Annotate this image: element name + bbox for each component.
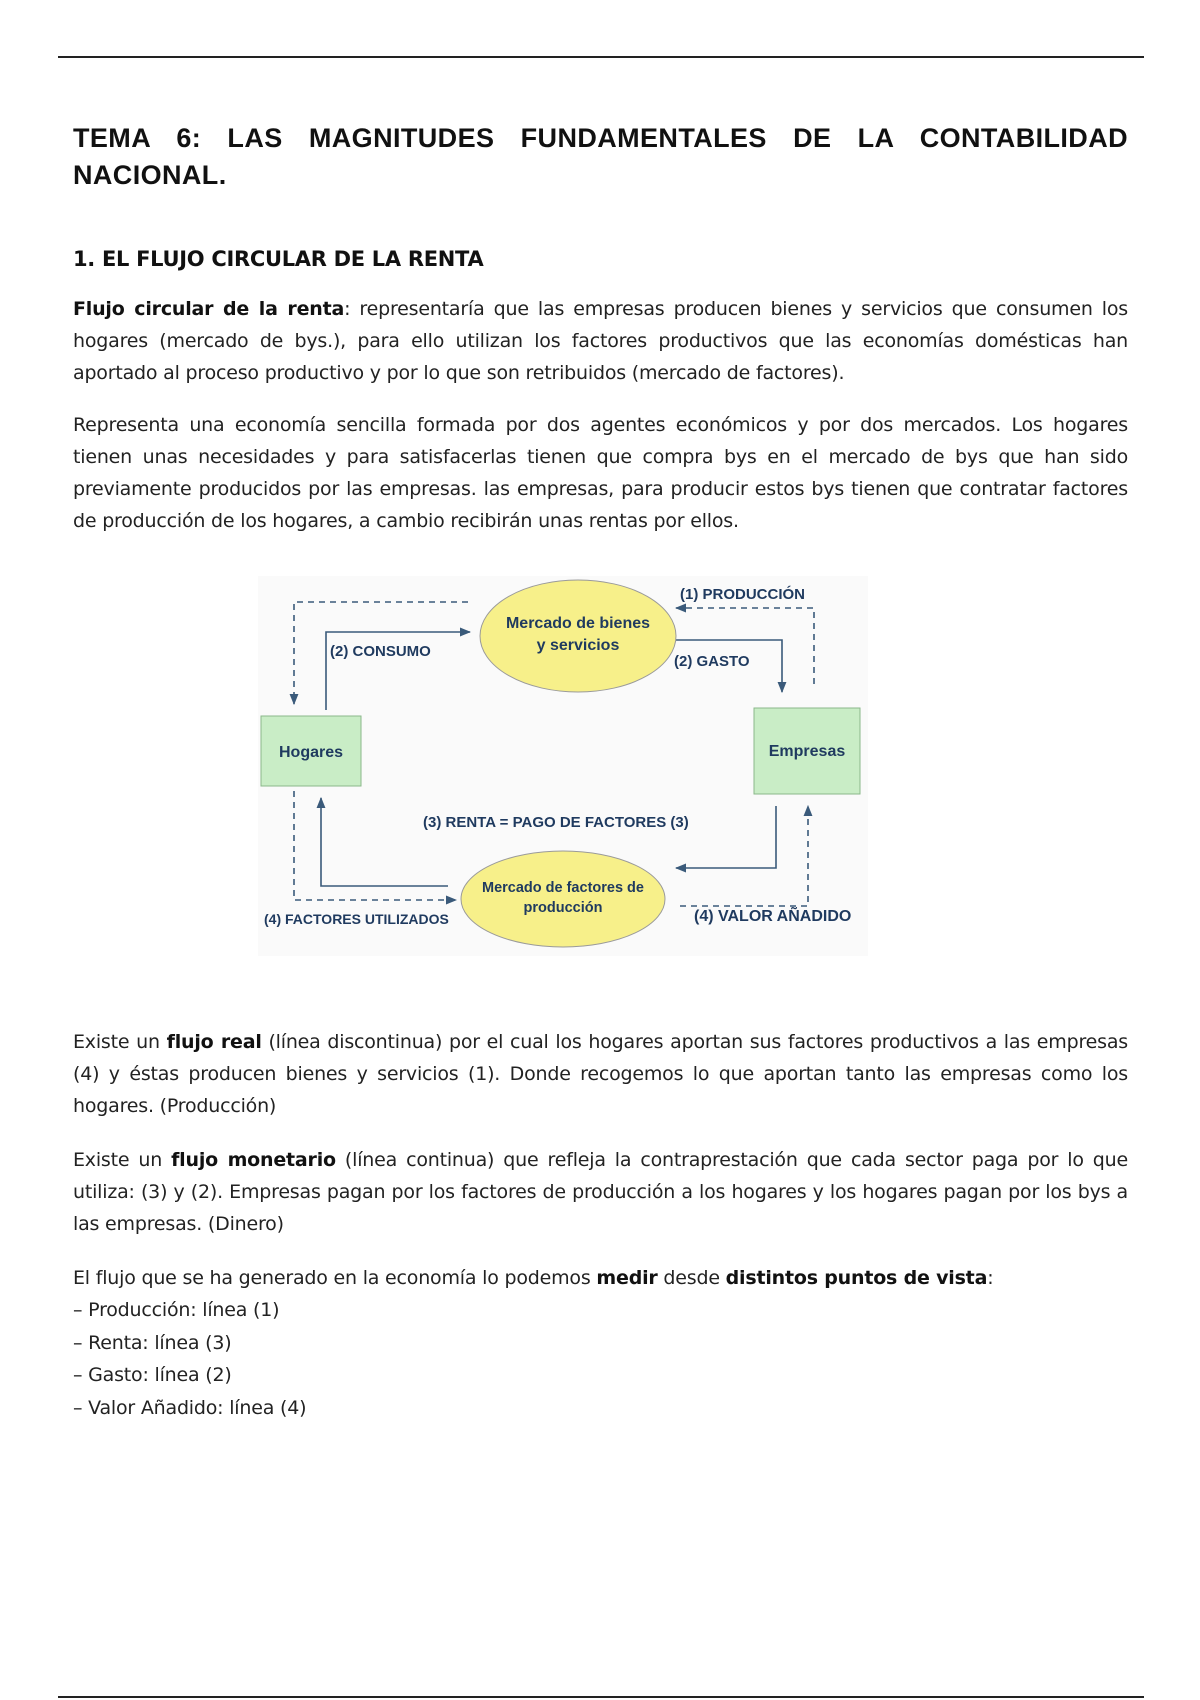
bold-term: flujo monetario [171, 1149, 336, 1171]
list-item: – Renta: línea (3) [73, 1331, 232, 1354]
goods-market-label: y servicios [536, 637, 620, 654]
paragraph-text: (línea continua) que refleja la contraprestación que cada sector paga por lo que utiliza: (3) y (2). Empresas pagan por los factores de producción a los hogares y los hogares pagan por los bys a las empresas. (Dinero) [73, 1149, 1128, 1235]
circular-flow-diagram [258, 576, 868, 956]
bold-term: medir [596, 1267, 658, 1289]
paragraph-text: : representaría que las empresas producen bienes y servicios que consumen los hogares (mercado de bys.), para ello utilizan los factores productivos que las economías domésticas han aportado al proceso productivo y por lo que son retribuidos (mercado de factores). [73, 298, 1128, 384]
value-added-label: (4) VALOR AÑADIDO [694, 908, 852, 925]
paragraph-measure [73, 1262, 1128, 1294]
paragraph-monetary-flow [73, 1144, 1128, 1240]
consumption-label: (2) CONSUMO [330, 643, 431, 660]
paragraph-economy: Representa una economía sencilla formada por dos agentes económicos y por dos mercados. Los hogares tienen unas necesidades y para satisfacerlas tienen que compra bys en el mercado de bys que han sido previamente producidos por las empresas. las empresas, para producir estos bys tienen que contratar factores de producción de los hogares, a cambio recibirán unas rentas por ellos. [73, 414, 1128, 532]
goods-market-ellipse [480, 580, 676, 692]
paragraph-text: : [987, 1267, 994, 1289]
firms-label: Empresas [768, 743, 846, 760]
factors-market-label: producción [523, 900, 603, 916]
income-label: (3) RENTA = PAGO DE FACTORES (3) [423, 814, 689, 831]
measures-list [73, 1294, 306, 1424]
paragraph-definition [73, 293, 1128, 389]
page-title: TEMA 6: LAS MAGNITUDES FUNDAMENTALES DE LA CONTABILIDAD NACIONAL. [73, 123, 1128, 190]
top-rule [58, 56, 1144, 58]
list-item: – Gasto: línea (2) [73, 1364, 232, 1386]
expense-label: (2) GASTO [674, 653, 750, 670]
section-heading: 1. EL FLUJO CIRCULAR DE LA RENTA [73, 247, 484, 271]
paragraph-text: Existe un [73, 1031, 167, 1053]
goods-market-label: Mercado de bienes [505, 615, 651, 632]
paragraph-text: Existe un [73, 1149, 172, 1171]
bold-term: flujo real [166, 1031, 262, 1053]
factors-market-ellipse [461, 851, 665, 947]
paragraph-text: (línea discontinua) por el cual los hogares aportan sus factores productivos a las empresas (4) y éstas producen bienes y servicios (1). Donde recogemos lo que aportan tanto las empresas como los hogares. (Producción) [73, 1031, 1128, 1117]
paragraph-text: El flujo que se ha generado en la economía lo podemos [73, 1267, 597, 1289]
factors-market-label: Mercado de factores de [482, 880, 644, 896]
factors-used-label: (4) FACTORES UTILIZADOS [264, 911, 449, 927]
paragraph-real-flow [73, 1026, 1128, 1122]
list-item: – Valor Añadido: línea (4) [73, 1396, 307, 1419]
households-label: Hogares [278, 744, 344, 761]
paragraph-text: desde [657, 1267, 726, 1289]
bold-term: Flujo circular de la renta [73, 298, 345, 320]
list-item: – Producción: línea (1) [73, 1299, 280, 1321]
bold-term: distintos puntos de vista [725, 1267, 988, 1289]
bottom-rule [58, 1696, 1144, 1698]
production-label: (1) PRODUCCIÓN [680, 586, 806, 603]
